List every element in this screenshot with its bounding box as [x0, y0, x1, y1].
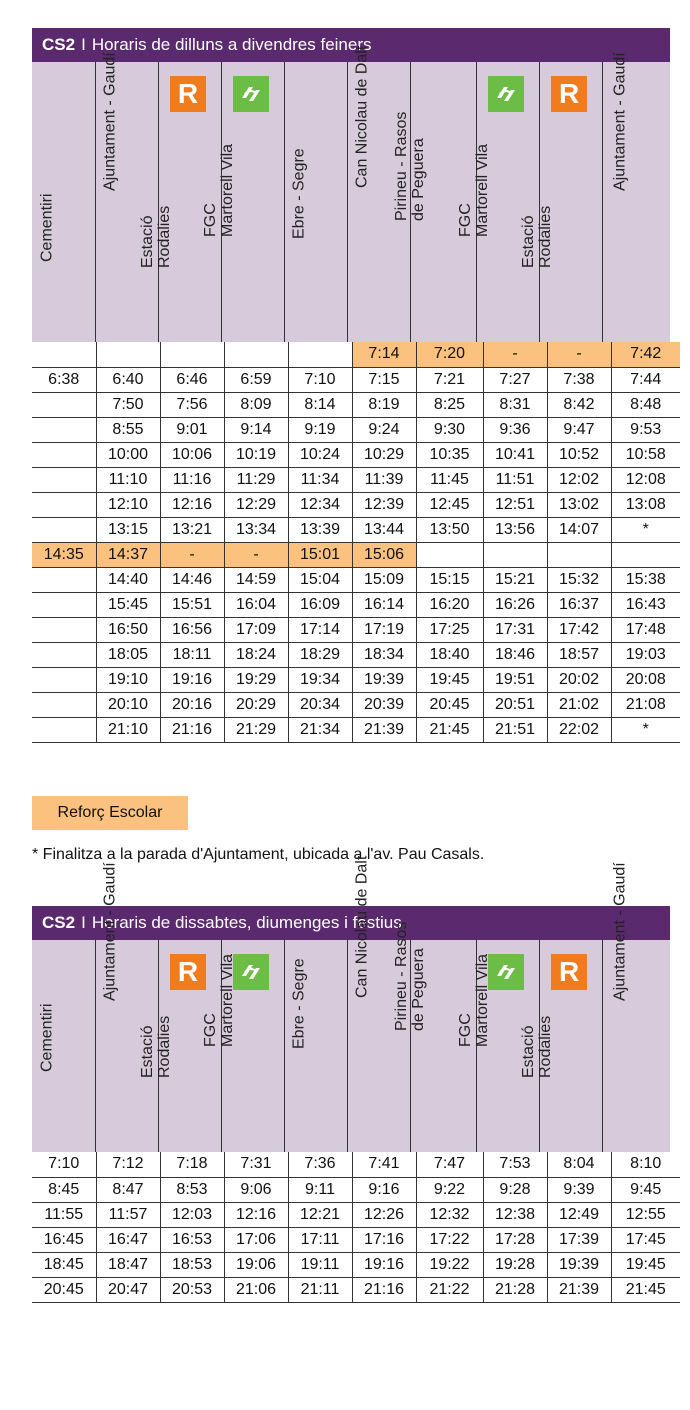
- time-cell: 17:11: [288, 1227, 352, 1252]
- time-cell: 20:34: [288, 692, 352, 717]
- table-row: [32, 592, 680, 617]
- column-header-label: Can Nicolau de Dalt: [353, 45, 371, 188]
- table-row: [32, 1277, 680, 1302]
- time-cell: 16:09: [288, 592, 352, 617]
- time-cell: 19:16: [160, 667, 224, 692]
- time-cell: 8:42: [547, 392, 611, 417]
- time-cell: 13:56: [483, 517, 547, 542]
- time-cell: 8:31: [483, 392, 547, 417]
- time-cell: 9:24: [352, 417, 416, 442]
- time-cell: 12:21: [288, 1202, 352, 1227]
- time-cell: 7:27: [483, 367, 547, 392]
- table-row: [32, 667, 680, 692]
- table-row: [32, 542, 680, 567]
- time-cell: 21:02: [547, 692, 611, 717]
- time-cell: 17:06: [224, 1227, 288, 1252]
- time-cell: 21:08: [611, 692, 680, 717]
- time-cell: 9:01: [160, 417, 224, 442]
- time-cell: 19:51: [483, 667, 547, 692]
- time-cell: 19:39: [352, 667, 416, 692]
- time-cell: 12:26: [352, 1202, 416, 1227]
- weekend-title: Horaris de dissabtes, diumenges i festius: [91, 913, 402, 932]
- time-cell: 9:53: [611, 417, 680, 442]
- time-cell: 18:53: [160, 1252, 224, 1277]
- time-cell: 9:47: [547, 417, 611, 442]
- time-cell: 15:21: [483, 567, 547, 592]
- time-cell: 7:41: [352, 1152, 416, 1177]
- time-cell: 15:04: [288, 567, 352, 592]
- time-cell: 7:20: [416, 342, 483, 367]
- column-header-label: Ebre - Segre: [290, 148, 308, 240]
- time-cell: [32, 692, 96, 717]
- time-cell: 18:40: [416, 642, 483, 667]
- time-cell: [32, 617, 96, 642]
- time-cell: 21:45: [416, 717, 483, 742]
- time-cell: 10:29: [352, 442, 416, 467]
- title-separator: I: [81, 913, 86, 932]
- table-row: [32, 1177, 680, 1202]
- time-cell: 7:10: [288, 367, 352, 392]
- column-header-label: Estació Rodalies: [139, 205, 174, 268]
- time-cell: 15:51: [160, 592, 224, 617]
- time-cell: 7:21: [416, 367, 483, 392]
- time-cell: 12:39: [352, 492, 416, 517]
- time-cell: 21:16: [160, 717, 224, 742]
- time-cell: 8:53: [160, 1177, 224, 1202]
- time-cell: 22:02: [547, 717, 611, 742]
- time-cell: 8:25: [416, 392, 483, 417]
- weekend-table: [32, 1152, 680, 1303]
- time-cell: 10:24: [288, 442, 352, 467]
- time-cell: 21:22: [416, 1277, 483, 1302]
- time-cell: 21:45: [611, 1277, 680, 1302]
- time-cell: 15:01: [288, 542, 352, 567]
- time-cell: 17:42: [547, 617, 611, 642]
- time-cell: 10:06: [160, 442, 224, 467]
- time-cell: [547, 542, 611, 567]
- time-cell: 9:06: [224, 1177, 288, 1202]
- time-cell: 9:36: [483, 417, 547, 442]
- time-cell: 9:19: [288, 417, 352, 442]
- table-row: [32, 417, 680, 442]
- time-cell: 15:15: [416, 567, 483, 592]
- time-cell: 19:29: [224, 667, 288, 692]
- time-cell: 14:37: [96, 542, 160, 567]
- time-cell: 10:19: [224, 442, 288, 467]
- column-header-label: Cementiri: [38, 193, 55, 262]
- time-cell: 15:38: [611, 567, 680, 592]
- table-row: [32, 492, 680, 517]
- time-cell: 8:48: [611, 392, 680, 417]
- column-header-label: Cementiri: [38, 1003, 55, 1072]
- time-cell: 8:55: [96, 417, 160, 442]
- time-cell: 17:09: [224, 617, 288, 642]
- rodalies-icon: R: [170, 76, 206, 112]
- time-cell: 21:51: [483, 717, 547, 742]
- time-cell: 21:39: [547, 1277, 611, 1302]
- column-header-label: Ajuntament - Gaudí: [611, 52, 629, 192]
- time-cell: 9:45: [611, 1177, 680, 1202]
- time-cell: 17:22: [416, 1227, 483, 1252]
- column-header: [520, 940, 602, 1152]
- time-cell: 17:28: [483, 1227, 547, 1252]
- title-separator: I: [81, 35, 86, 54]
- time-cell: 11:39: [352, 467, 416, 492]
- time-cell: 9:30: [416, 417, 483, 442]
- time-cell: 16:14: [352, 592, 416, 617]
- time-cell: 17:31: [483, 617, 547, 642]
- time-cell: 19:45: [416, 667, 483, 692]
- fgc-icon: [488, 76, 524, 112]
- time-cell: 21:10: [96, 717, 160, 742]
- time-cell: 9:28: [483, 1177, 547, 1202]
- time-cell: 7:14: [352, 342, 416, 367]
- time-cell: 20:45: [32, 1277, 96, 1302]
- time-cell: 12:38: [483, 1202, 547, 1227]
- column-header-label: Ajuntament - Gaudí: [101, 862, 119, 1002]
- time-cell: [32, 517, 96, 542]
- time-cell: 12:10: [96, 492, 160, 517]
- time-cell: [32, 392, 96, 417]
- time-cell: [288, 342, 352, 367]
- column-header: [457, 62, 539, 342]
- table-row: [32, 1227, 680, 1252]
- table-row: [32, 442, 680, 467]
- time-cell: 14:07: [547, 517, 611, 542]
- weekday-timetable: [32, 28, 670, 743]
- time-cell: 19:03: [611, 642, 680, 667]
- time-cell: -: [483, 342, 547, 367]
- column-header: [202, 62, 284, 342]
- time-cell: 9:39: [547, 1177, 611, 1202]
- column-header-label: Estació Rodalies: [520, 1015, 555, 1078]
- time-cell: [160, 342, 224, 367]
- time-cell: 7:36: [288, 1152, 352, 1177]
- time-cell: 20:16: [160, 692, 224, 717]
- column-header-label: Can Nicolau de Dalt: [353, 855, 371, 998]
- time-cell: 7:15: [352, 367, 416, 392]
- column-header: [284, 62, 347, 342]
- time-cell: 13:15: [96, 517, 160, 542]
- line-code: CS2: [42, 35, 76, 54]
- time-cell: 8:19: [352, 392, 416, 417]
- time-cell: 13:50: [416, 517, 483, 542]
- time-cell: 20:29: [224, 692, 288, 717]
- time-cell: 11:29: [224, 467, 288, 492]
- time-cell: 7:42: [611, 342, 680, 367]
- time-cell: 18:24: [224, 642, 288, 667]
- time-cell: 14:59: [224, 567, 288, 592]
- time-cell: 12:03: [160, 1202, 224, 1227]
- column-header-label: FGC Martorell Vila: [202, 953, 237, 1047]
- table-row: [32, 617, 680, 642]
- column-header-label: Estació Rodalies: [139, 1015, 174, 1078]
- time-cell: 20:08: [611, 667, 680, 692]
- time-cell: 13:02: [547, 492, 611, 517]
- table-row: [32, 467, 680, 492]
- column-header-label: Ajuntament - Gaudí: [101, 52, 119, 192]
- time-cell: 16:47: [96, 1227, 160, 1252]
- time-cell: 16:04: [224, 592, 288, 617]
- time-cell: [32, 492, 96, 517]
- time-cell: 7:50: [96, 392, 160, 417]
- time-cell: 15:06: [352, 542, 416, 567]
- time-cell: [611, 542, 680, 567]
- time-cell: 20:45: [416, 692, 483, 717]
- column-header: [602, 862, 670, 1152]
- time-cell: -: [547, 342, 611, 367]
- time-cell: 7:12: [96, 1152, 160, 1177]
- time-cell: 13:08: [611, 492, 680, 517]
- time-cell: 16:26: [483, 592, 547, 617]
- time-cell: 11:55: [32, 1202, 96, 1227]
- time-cell: 8:10: [611, 1152, 680, 1177]
- column-header-label: Estació Rodalies: [520, 205, 555, 268]
- time-cell: 21:39: [352, 717, 416, 742]
- time-cell: 10:00: [96, 442, 160, 467]
- time-cell: 7:56: [160, 392, 224, 417]
- time-cell: 21:06: [224, 1277, 288, 1302]
- time-cell: *: [611, 717, 680, 742]
- weekend-timetable: [32, 855, 670, 1303]
- table-row: [32, 517, 680, 542]
- column-header-label: Ebre - Segre: [290, 958, 308, 1050]
- time-cell: 18:47: [96, 1252, 160, 1277]
- time-cell: 11:57: [96, 1202, 160, 1227]
- table-row: [32, 642, 680, 667]
- time-cell: 19:34: [288, 667, 352, 692]
- time-cell: 19:39: [547, 1252, 611, 1277]
- time-cell: 7:44: [611, 367, 680, 392]
- time-cell: [483, 542, 547, 567]
- column-header: [520, 62, 602, 342]
- time-cell: 12:16: [160, 492, 224, 517]
- time-cell: 7:38: [547, 367, 611, 392]
- time-cell: 12:51: [483, 492, 547, 517]
- time-cell: 15:45: [96, 592, 160, 617]
- fgc-icon: [233, 76, 269, 112]
- time-cell: 11:45: [416, 467, 483, 492]
- time-cell: 9:14: [224, 417, 288, 442]
- time-cell: 16:37: [547, 592, 611, 617]
- fgc-icon: [233, 954, 269, 990]
- time-cell: 6:38: [32, 367, 96, 392]
- time-cell: 19:45: [611, 1252, 680, 1277]
- time-cell: 12:02: [547, 467, 611, 492]
- time-cell: 12:45: [416, 492, 483, 517]
- time-cell: [32, 467, 96, 492]
- time-cell: 21:11: [288, 1277, 352, 1302]
- weekend-title-bar: [32, 906, 670, 940]
- time-cell: 17:45: [611, 1227, 680, 1252]
- time-cell: 11:16: [160, 467, 224, 492]
- time-cell: 20:51: [483, 692, 547, 717]
- time-cell: 8:04: [547, 1152, 611, 1177]
- weekday-header-row: [32, 45, 670, 342]
- time-cell: 19:06: [224, 1252, 288, 1277]
- time-cell: 17:14: [288, 617, 352, 642]
- time-cell: 9:16: [352, 1177, 416, 1202]
- time-cell: 7:18: [160, 1152, 224, 1177]
- time-cell: 6:40: [96, 367, 160, 392]
- time-cell: 19:22: [416, 1252, 483, 1277]
- time-cell: 17:48: [611, 617, 680, 642]
- time-cell: 10:58: [611, 442, 680, 467]
- table-row: [32, 392, 680, 417]
- weekday-title: Horaris de dilluns a divendres feiners: [91, 35, 372, 54]
- time-cell: 17:19: [352, 617, 416, 642]
- time-cell: 6:46: [160, 367, 224, 392]
- time-cell: [224, 342, 288, 367]
- time-cell: 18:29: [288, 642, 352, 667]
- time-cell: 12:34: [288, 492, 352, 517]
- time-cell: 16:20: [416, 592, 483, 617]
- time-cell: 12:16: [224, 1202, 288, 1227]
- line-code: CS2: [42, 913, 76, 932]
- column-header-label: FGC Martorell Vila: [202, 143, 237, 237]
- time-cell: 17:25: [416, 617, 483, 642]
- time-cell: *: [611, 517, 680, 542]
- time-cell: 14:35: [32, 542, 96, 567]
- time-cell: 19:28: [483, 1252, 547, 1277]
- time-cell: 18:11: [160, 642, 224, 667]
- rodalies-icon: R: [551, 954, 587, 990]
- footnote: * Finalitza a la parada d'Ajuntament, ubicada a l'av. Pau Casals.: [32, 846, 485, 863]
- time-cell: 12:08: [611, 467, 680, 492]
- legend-reforc-escolar: Reforç Escolar: [32, 796, 188, 830]
- fgc-icon: [488, 954, 524, 990]
- time-cell: -: [224, 542, 288, 567]
- time-cell: 10:52: [547, 442, 611, 467]
- time-cell: [32, 717, 96, 742]
- time-cell: [32, 442, 96, 467]
- time-cell: 16:56: [160, 617, 224, 642]
- time-cell: 18:05: [96, 642, 160, 667]
- column-header-label: FGC Martorell Vila: [457, 143, 492, 237]
- time-cell: 12:32: [416, 1202, 483, 1227]
- table-row: [32, 1152, 680, 1177]
- time-cell: [96, 342, 160, 367]
- rodalies-icon: R: [170, 954, 206, 990]
- time-cell: 15:32: [547, 567, 611, 592]
- weekday-title-bar: [32, 28, 670, 62]
- time-cell: 8:45: [32, 1177, 96, 1202]
- time-cell: [32, 642, 96, 667]
- time-cell: 19:16: [352, 1252, 416, 1277]
- column-header: [202, 940, 284, 1152]
- time-cell: 18:34: [352, 642, 416, 667]
- time-cell: 9:22: [416, 1177, 483, 1202]
- table-row: [32, 1252, 680, 1277]
- time-cell: 20:10: [96, 692, 160, 717]
- time-cell: [416, 542, 483, 567]
- time-cell: 16:50: [96, 617, 160, 642]
- time-cell: [32, 592, 96, 617]
- column-header: [32, 940, 95, 1152]
- time-cell: 16:53: [160, 1227, 224, 1252]
- time-cell: [32, 667, 96, 692]
- table-row: [32, 1202, 680, 1227]
- time-cell: 21:34: [288, 717, 352, 742]
- time-cell: 14:46: [160, 567, 224, 592]
- time-cell: 13:44: [352, 517, 416, 542]
- table-row: [32, 367, 680, 392]
- time-cell: [32, 417, 96, 442]
- time-cell: 17:39: [547, 1227, 611, 1252]
- time-cell: 7:31: [224, 1152, 288, 1177]
- time-cell: 11:34: [288, 467, 352, 492]
- column-header-label: Pirineu - Rasos de Peguera: [392, 111, 427, 221]
- column-header: [95, 52, 158, 342]
- column-header: [284, 940, 347, 1152]
- time-cell: 16:43: [611, 592, 680, 617]
- time-cell: 17:16: [352, 1227, 416, 1252]
- column-header-label: FGC Martorell Vila: [457, 953, 492, 1047]
- table-row: [32, 342, 680, 367]
- time-cell: 12:55: [611, 1202, 680, 1227]
- column-header-label: Pirineu - Rasos de Peguera: [392, 921, 427, 1031]
- time-cell: 8:47: [96, 1177, 160, 1202]
- time-cell: 21:28: [483, 1277, 547, 1302]
- table-row: [32, 567, 680, 592]
- time-cell: 14:40: [96, 567, 160, 592]
- time-cell: 7:47: [416, 1152, 483, 1177]
- time-cell: 20:47: [96, 1277, 160, 1302]
- time-cell: 20:02: [547, 667, 611, 692]
- time-cell: 8:09: [224, 392, 288, 417]
- column-header: [602, 52, 670, 342]
- time-cell: 13:34: [224, 517, 288, 542]
- time-cell: 10:41: [483, 442, 547, 467]
- time-cell: 19:10: [96, 667, 160, 692]
- time-cell: 18:45: [32, 1252, 96, 1277]
- time-cell: 18:57: [547, 642, 611, 667]
- time-cell: 15:09: [352, 567, 416, 592]
- rodalies-icon: R: [551, 76, 587, 112]
- column-header: [32, 62, 95, 342]
- time-cell: 7:10: [32, 1152, 96, 1177]
- table-row: [32, 717, 680, 742]
- time-cell: 20:53: [160, 1277, 224, 1302]
- time-cell: 8:14: [288, 392, 352, 417]
- time-cell: [32, 342, 96, 367]
- time-cell: 10:35: [416, 442, 483, 467]
- time-cell: 11:51: [483, 467, 547, 492]
- time-cell: 12:29: [224, 492, 288, 517]
- time-cell: 9:11: [288, 1177, 352, 1202]
- time-cell: -: [160, 542, 224, 567]
- time-cell: 6:59: [224, 367, 288, 392]
- time-cell: 7:53: [483, 1152, 547, 1177]
- time-cell: 18:46: [483, 642, 547, 667]
- time-cell: 16:45: [32, 1227, 96, 1252]
- time-cell: 13:21: [160, 517, 224, 542]
- column-header-label: Ajuntament - Gaudí: [611, 862, 629, 1002]
- time-cell: 21:29: [224, 717, 288, 742]
- time-cell: 11:10: [96, 467, 160, 492]
- weekday-table: [32, 342, 680, 743]
- time-cell: 19:11: [288, 1252, 352, 1277]
- table-row: [32, 692, 680, 717]
- time-cell: 13:39: [288, 517, 352, 542]
- time-cell: 12:49: [547, 1202, 611, 1227]
- time-cell: 20:39: [352, 692, 416, 717]
- time-cell: [32, 567, 96, 592]
- time-cell: 21:16: [352, 1277, 416, 1302]
